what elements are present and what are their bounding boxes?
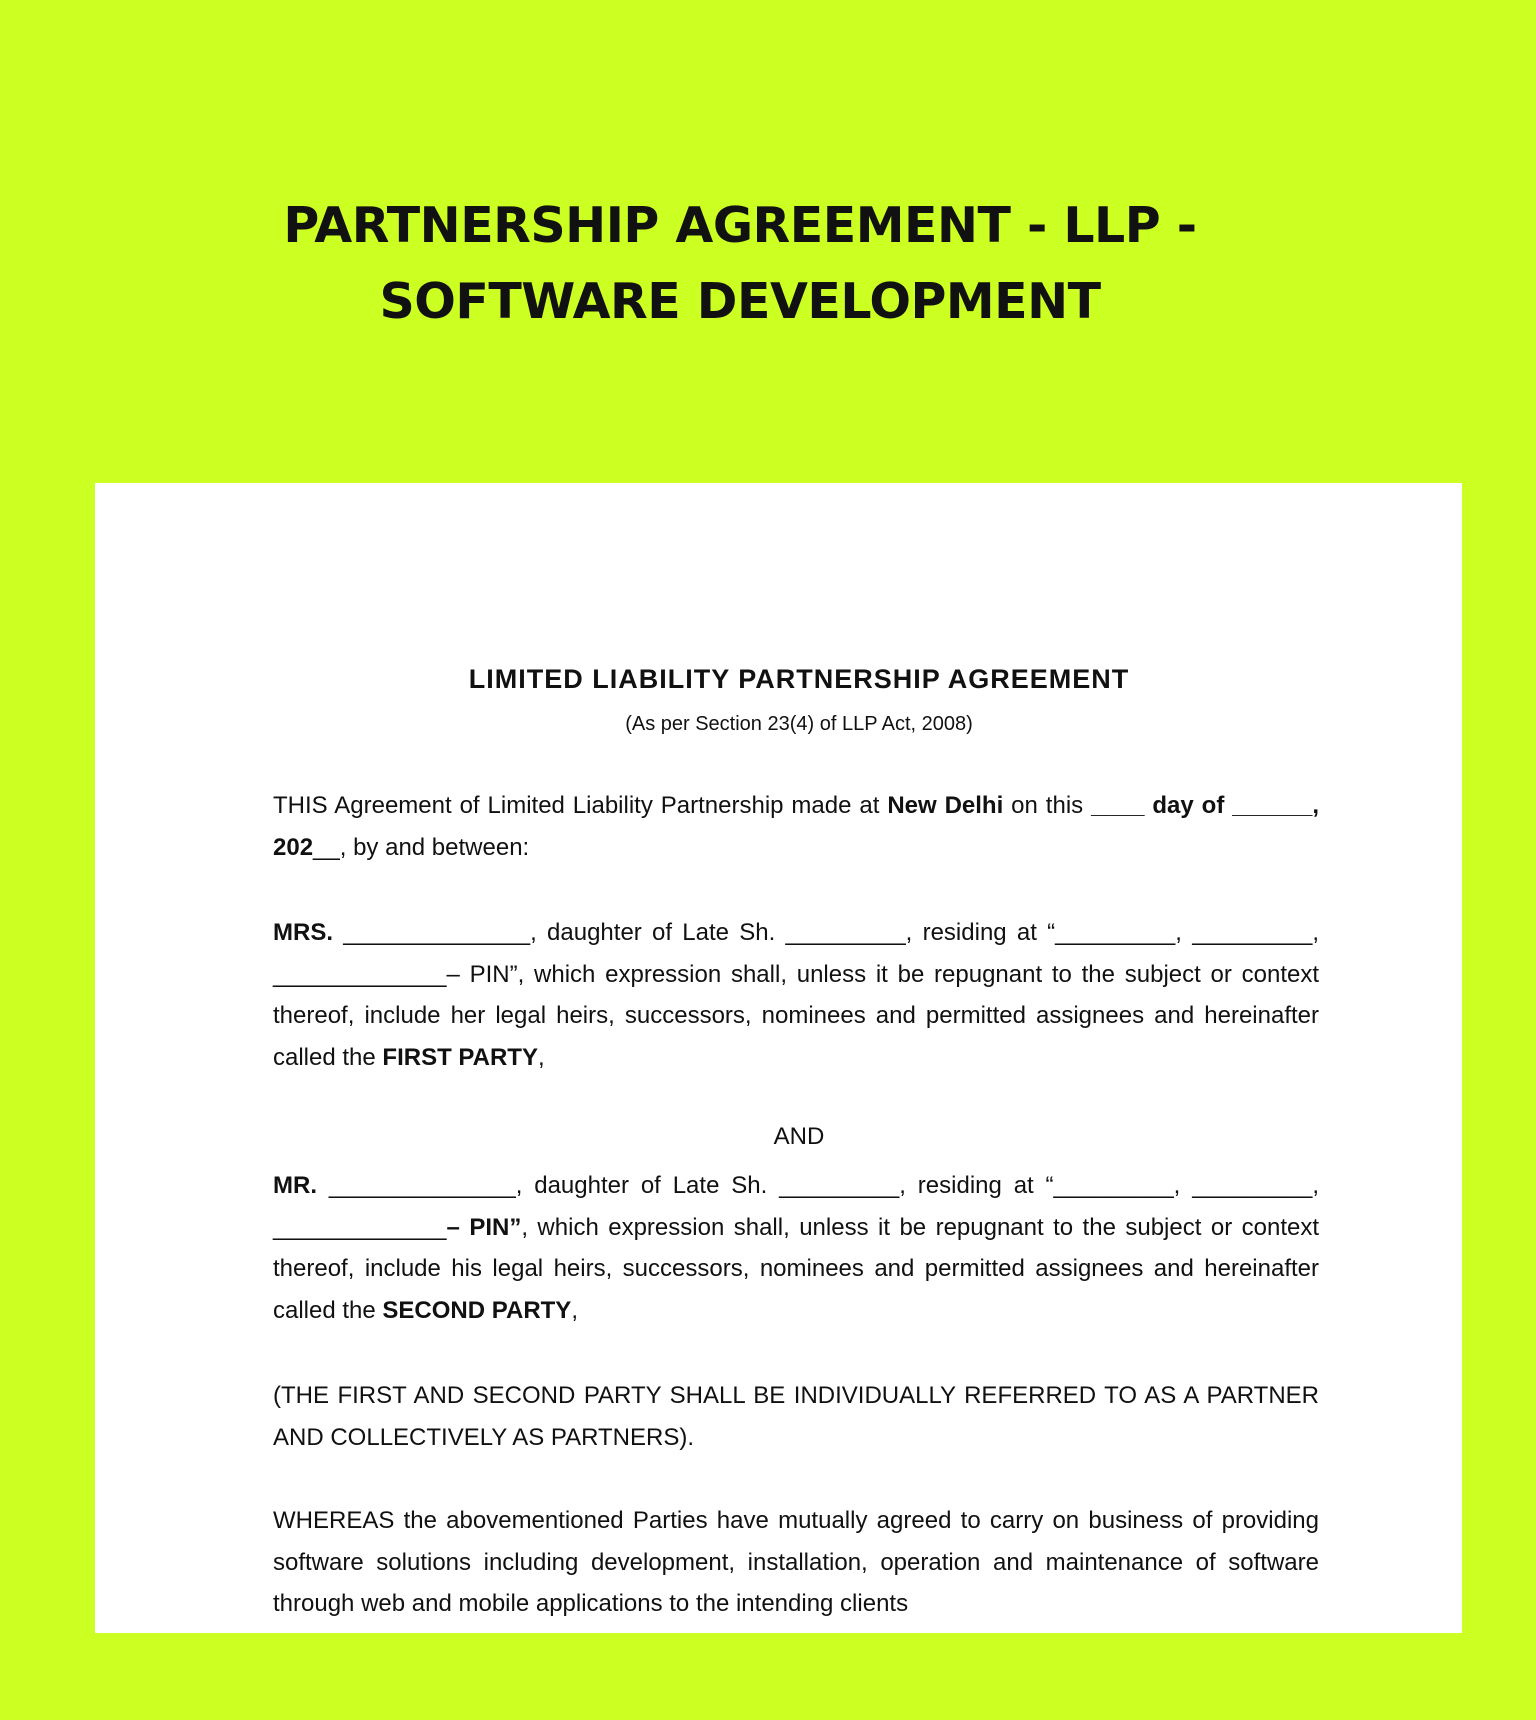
first-party-paragraph [273, 912, 1319, 1079]
collective-paragraph: (THE FIRST AND SECOND PARTY SHALL BE INDIVIDUALLY REFERRED TO AS A PARTNER AND COLLECTIVELY AS PARTNERS). [273, 1382, 1319, 1451]
banner-title [0, 188, 1480, 340]
intro-text-4: __, by and between: [313, 833, 530, 861]
second-party-text-1: ______________, daughter of Late Sh. _________, residing at “_________, _________, _____________ [273, 1172, 1319, 1241]
intro-text-3 [1194, 792, 1202, 819]
first-party-text-3: , [537, 1044, 545, 1072]
and-separator: AND [773, 1123, 825, 1150]
intro-paragraph [273, 785, 1319, 868]
first-party-honorific: MRS. [273, 919, 333, 946]
document-title: LIMITED LIABILITY PARTNERSHIP AGREEMENT [468, 664, 1130, 694]
intro-text-2: on this [1003, 792, 1092, 819]
document-page [95, 483, 1462, 1633]
intro-month-year: of ______, 202 [273, 792, 1319, 861]
intro-place: New Delhi [887, 792, 1004, 819]
first-party-pin: – PIN” [446, 960, 518, 988]
first-party-text-1: ______________, daughter of Late Sh. _________, residing at “_________, _________, _____________ [273, 919, 1319, 988]
second-party-label: SECOND PARTY [382, 1297, 572, 1325]
second-party-honorific: MR. [273, 1172, 317, 1199]
banner-title-line2: SOFTWARE DEVELOPMENT [379, 273, 1101, 330]
first-party-label: FIRST PARTY [382, 1044, 538, 1072]
first-party-text-2: , which expression shall, unless it be repugnant to the subject or context thereof, include her legal heirs, successors, nominees and permitted assignees and hereinafter called the [273, 960, 1319, 1072]
second-party-pin: – PIN” [446, 1213, 522, 1241]
second-party-text-2: , which expression shall, unless it be repugnant to the subject or context thereof, include his legal heirs, successors, nominees and permitted assignees and hereinafter called the [273, 1213, 1319, 1325]
whereas-paragraph: WHEREAS the abovementioned Parties have mutually agreed to carry on business of providing software solutions including development, installation, operation and maintenance of software through web and mobile applications to the intending clients [273, 1507, 1319, 1618]
intro-text-1: THIS Agreement of Limited Liability Partnership made at [273, 792, 888, 819]
second-party-paragraph [273, 1165, 1319, 1332]
intro-day-blank: ____ day [1091, 792, 1194, 819]
document-subtitle: (As per Section 23(4) of LLP Act, 2008) [625, 713, 973, 735]
second-party-text-3: , [571, 1297, 578, 1325]
banner-title-line1: PARTNERSHIP AGREEMENT - LLP - [283, 197, 1197, 254]
